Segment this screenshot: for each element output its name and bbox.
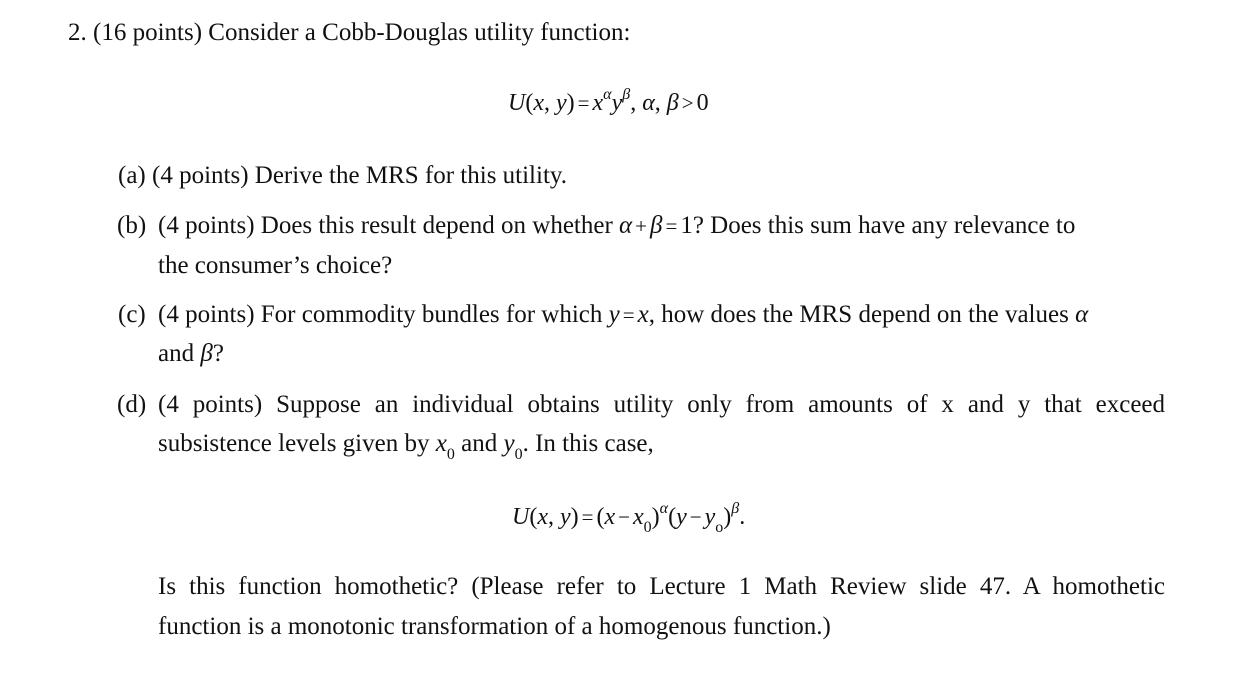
part-a <box>118 161 567 191</box>
problem-header <box>68 18 630 48</box>
part-b-label: (b) <box>117 212 147 239</box>
part-c-line-2: and β? <box>158 340 224 367</box>
part-c-label: (c) <box>118 301 146 328</box>
equation-subsistence: U(x, $y) = (x - x_0)^\alpha(y - y_o)^\beta$. <box>512 500 746 536</box>
part-d-line-1 <box>158 390 1165 420</box>
part-a-text: Derive the MRS for this utility. <box>254 162 568 189</box>
problem-number: 2. <box>68 19 87 46</box>
part-c-text-3: and <box>158 340 195 367</box>
part-b-line-2: the consumer’s choice? <box>158 252 393 279</box>
part-d-text-2b: and <box>461 430 498 457</box>
part-c-points: (4 points) <box>158 301 255 328</box>
part-d-line-3: Is this function homothetic? (Please refer to Lecture 1 Math Review slide 47. A homothetic <box>158 573 1165 600</box>
part-d-label: (d) <box>117 391 147 418</box>
part-d-text-1: Suppose an individual obtains utility only from amounts of x and y that exceed <box>276 391 1166 418</box>
part-c-text-2: , how does the MRS depend on the values <box>648 301 1069 328</box>
part-b-text-2: 1? Does this sum have any relevance to <box>680 212 1076 239</box>
part-d-points: (4 points) <box>158 391 263 418</box>
part-d-line-2: subsistence levels given by $x_0$ and $y_0$. In this case, <box>158 430 654 463</box>
equation-cobb-douglas: U(x, $y) = x^\alpha y^\beta$, α, β > 0 <box>508 86 709 116</box>
part-b-text-1: Does this result depend on whether <box>260 212 613 239</box>
part-c-line-1: (4 points) For commodity bundles for which y = x, how does the MRS depend on the values α <box>158 301 1089 328</box>
part-b-points: (4 points) <box>158 212 255 239</box>
part-c-text-1: For commodity bundles for which <box>260 301 603 328</box>
part-d-line-4: function is a monotonic transformation of a homogenous function.) <box>158 613 831 640</box>
part-d-text-2c: . In this case, <box>522 430 654 457</box>
part-b-line-1: (4 points) Does this result depend on whether α + β = 1? Does this sum have any relevance to <box>158 212 1076 239</box>
problem-header-text: (16 points) Consider a Cobb-Douglas utility function: <box>93 19 631 46</box>
part-a-points: (4 points) <box>152 162 249 189</box>
part-a-label: (a) <box>118 162 146 189</box>
part-d-text-2a: subsistence levels given by <box>158 430 430 457</box>
